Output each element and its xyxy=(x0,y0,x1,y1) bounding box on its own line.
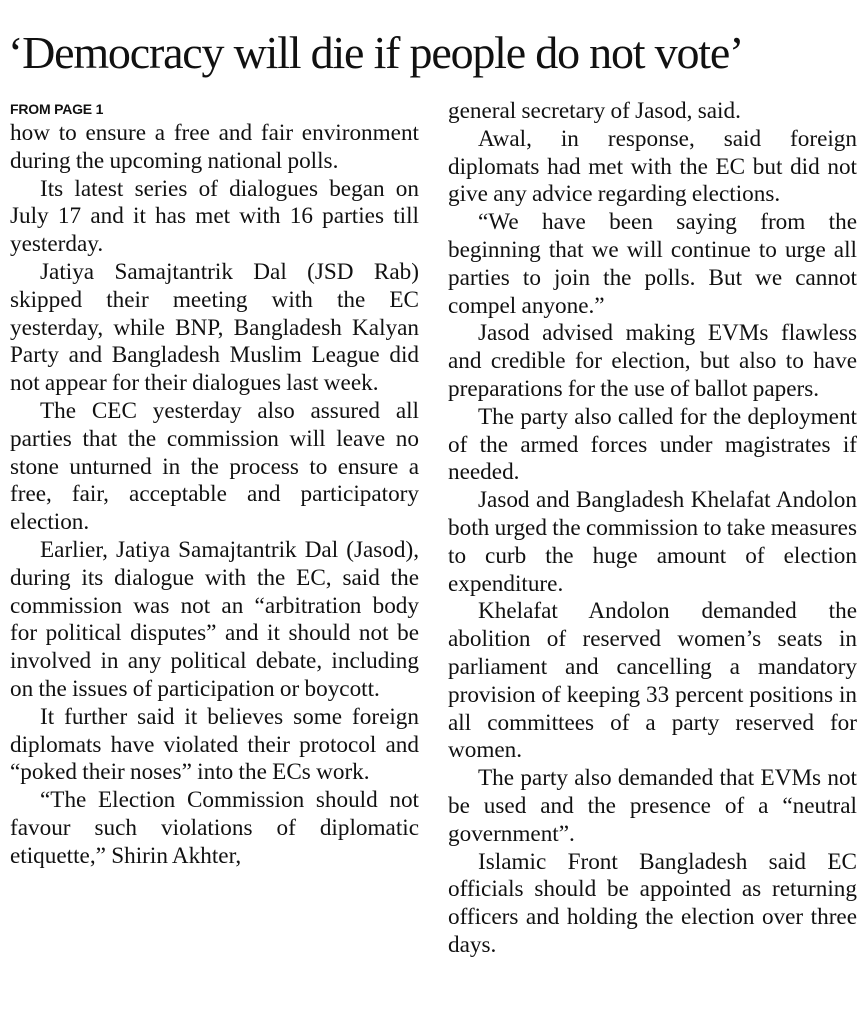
paragraph: The party also called for the deployment of the armed forces under magistrates if needed. xyxy=(448,403,857,486)
paragraph: The party also demanded that EVMs not be used and the presence of a “neutral government”. xyxy=(448,765,857,847)
paragraph: Jasod advised making EVMs flawless and credible for election, but also to have preparations for the use of ballot papers. xyxy=(448,320,857,402)
paragraph: “The Election Commission should not favour such violations of diplomatic etiquette,” Shirin Akhter, xyxy=(10,787,419,869)
paragraph: “We have been saying from the beginning that we will continue to urge all parties to join the polls. But we cannot compel anyone.” xyxy=(448,209,857,319)
paragraph: Islamic Front Bangladesh said EC officials should be appointed as returning officers and holding the election over three days. xyxy=(448,848,857,958)
paragraph: Jasod and Bangladesh Khelafat Andolon both urged the commission to take measures to curb the huge amount of election expenditure. xyxy=(448,487,857,597)
article-column-left xyxy=(10,98,419,871)
paragraph: Khelafat Andolon demanded the abolition of reserved women’s seats in parliament and cancelling a mandatory provision of keeping 33 percent positions in all committees of a party reserved for women. xyxy=(448,598,857,764)
headline: ‘Democracy will die if people do not vote’ xyxy=(8,27,744,78)
paragraph: how to ensure a free and fair environment during the upcoming national polls. xyxy=(10,120,419,174)
paragraph: Earlier, Jatiya Samajtantrik Dal (Jasod), during its dialogue with the EC, said the commission was not an “arbitration body for political disputes” and it should not be involved in any political debate, including on the issues of participation or boycott. xyxy=(10,536,419,702)
article-column-right xyxy=(448,98,857,960)
continuation-kicker: FROM PAGE 1 xyxy=(10,101,104,117)
paragraph: general secretary of Jasod, said. xyxy=(448,98,741,124)
paragraph: Jatiya Samajtantrik Dal (JSD Rab) skipped their meeting with the EC yesterday, while BNP, Bangladesh Kalyan Party and Bangladesh Muslim League did not appear for their dialogues last week. xyxy=(10,258,419,397)
paragraph: Awal, in response, said foreign diplomats had met with the EC but did not give any advice regarding elections. xyxy=(448,125,857,208)
paragraph: Its latest series of dialogues began on July 17 and it has met with 16 parties till yesterday. xyxy=(10,175,419,258)
paragraph: The CEC yesterday also assured all parties that the commission will leave no stone unturned in the process to ensure a free, fair, acceptable and participatory election. xyxy=(10,397,419,536)
paragraph: It further said it believes some foreign diplomats have violated their protocol and “poked their noses” into the ECs work. xyxy=(10,703,419,786)
